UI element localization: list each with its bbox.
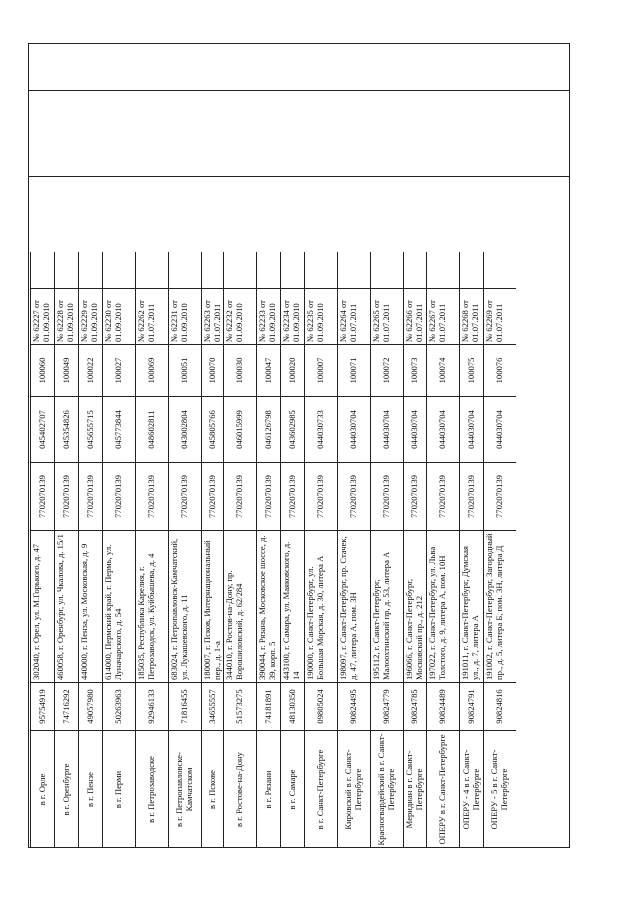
cell-inn: 7702070139 [404, 462, 426, 530]
table-row [256, 252, 280, 848]
cell-bik: 044030704 [371, 396, 403, 462]
table-row [102, 252, 135, 848]
cell-addr: 180007, г. Псков, Интернациональный пер., д. 1-а [202, 530, 223, 682]
table-row [426, 252, 459, 848]
cell-inn: 7702070139 [484, 462, 516, 530]
cell-inn: 7702070139 [103, 462, 135, 530]
cell-branch: Кировский в г. Санкт-Петербурге [338, 730, 370, 848]
cell-addr: 302040, г. Орел, ул. М.Горького, д. 47 [31, 530, 54, 682]
cell-code: 100051 [169, 344, 201, 396]
cell-addr: 185035, Республика Карелия, г. Петрозаводск, ул. Куйбышева, д. 4 [136, 530, 168, 682]
table-row [30, 252, 54, 848]
cell-branch: в г. Перми [103, 730, 135, 848]
cell-bik: 045655715 [79, 396, 102, 462]
cell-num: № 62265 от 01.07.2011 [371, 288, 403, 344]
cell-branch: в г. Пскове [202, 730, 223, 848]
cell-branch: в г. Пензе [79, 730, 102, 848]
cell-branch: Меридиан в г. Санкт-Петербурге [404, 730, 426, 848]
cell-okpo: 95754919 [31, 682, 54, 730]
cell-num: № 62267 от 01.07.2011 [427, 288, 459, 344]
cell-inn: 7702070139 [257, 462, 280, 530]
cell-okpo: 92946133 [136, 682, 168, 730]
table-row [78, 252, 102, 848]
cell-addr: 197022, г. Санкт-Петербург, ул. Льва Толстого, д. 9, литера А, пом. 10Н [427, 530, 459, 682]
divider [28, 90, 570, 91]
cell-code: 100075 [460, 344, 483, 396]
cell-bik: 044030704 [427, 396, 459, 462]
cell-okpo: 90824816 [484, 682, 516, 730]
cell-inn: 7702070139 [136, 462, 168, 530]
table-row [459, 252, 483, 848]
cell-okpo: 90824785 [404, 682, 426, 730]
divider [28, 176, 570, 177]
cell-code: 100007 [305, 344, 337, 396]
cell-branch: в г. Рязани [257, 730, 280, 848]
cell-addr: 191002, г. Санкт-Петербург, Загородный пр., д. 5, литера Б, пом. 3Н, литера Д [484, 530, 516, 682]
cell-addr: 683024, г. Петропавловск-Камчатский, ул. Лукашевского, д. 11 [169, 530, 201, 682]
table-row [370, 252, 403, 848]
table-row [304, 252, 337, 848]
cell-bik: 045805766 [202, 396, 223, 462]
cell-inn: 7702070139 [31, 462, 54, 530]
branches-table [30, 252, 570, 848]
cell-addr: 190000, г. Санкт-Петербург, ул. Большая Морская, д. 30, литера А [305, 530, 337, 682]
cell-inn: 7702070139 [305, 462, 337, 530]
cell-addr: 195112, г. Санкт-Петербург, Малоохтинский пр, д. 53, литера А [371, 530, 403, 682]
cell-num: № 62228 от 01.09.2010 [55, 288, 78, 344]
cell-num: № 62233 от 01.09.2010 [257, 288, 280, 344]
table-row [223, 252, 256, 848]
cell-num: № 62264 от 01.07.2011 [338, 288, 370, 344]
cell-inn: 7702070139 [55, 462, 78, 530]
cell-code: 100070 [202, 344, 223, 396]
cell-inn: 7702070139 [338, 462, 370, 530]
cell-okpo: 71816455 [169, 682, 201, 730]
cell-branch: ОПЕРУ - 4 в г. Санкт-Петербурге [460, 730, 483, 848]
cell-okpo: 90824779 [371, 682, 403, 730]
cell-num: № 62263 от 01.07.2011 [202, 288, 223, 344]
cell-num: № 62230 от 01.09.2010 [103, 288, 135, 344]
cell-bik: 048602811 [136, 396, 168, 462]
cell-inn: 7702070139 [427, 462, 459, 530]
cell-bik: 046126798 [257, 396, 280, 462]
cell-branch: в г. Санкт-Петербурге [305, 730, 337, 848]
cell-branch: в г. Орле [31, 730, 54, 848]
cell-inn: 7702070139 [281, 462, 304, 530]
cell-num: № 62269 от 01.07.2011 [484, 288, 516, 344]
cell-num: № 62266 от 01.07.2011 [404, 288, 426, 344]
cell-bik: 044030704 [404, 396, 426, 462]
cell-addr: 390044, г. Рязань, Московское шоссе, д. 39, корп. 5 [257, 530, 280, 682]
table-row [54, 252, 78, 848]
cell-code: 100071 [338, 344, 370, 396]
cell-okpo: 90824489 [427, 682, 459, 730]
cell-inn: 7702070139 [460, 462, 483, 530]
cell-code: 100020 [281, 344, 304, 396]
table-row [280, 252, 304, 848]
cell-code: 100073 [404, 344, 426, 396]
cell-branch: в г. Ростове-на-Дону [224, 730, 256, 848]
cell-bik: 044030704 [484, 396, 516, 462]
cell-code: 100030 [224, 344, 256, 396]
cell-num: № 62234 от 01.09.2010 [281, 288, 304, 344]
cell-addr: 198097, г. Санкт-Петербург, пр. Стачек, д. 47, литера А, пом. 3Н [338, 530, 370, 682]
cell-inn: 7702070139 [224, 462, 256, 530]
cell-inn: 7702070139 [169, 462, 201, 530]
cell-branch: ОПЕРУ - 5 в г. Санкт-Петербурге [484, 730, 516, 848]
cell-branch: Красногвардейский в г. Санкт-Петербурге [371, 730, 403, 848]
cell-inn: 7702070139 [202, 462, 223, 530]
cell-num: № 62232 от 01.09.2010 [224, 288, 256, 344]
rotated-table-container [30, 252, 570, 848]
cell-okpo: 74716292 [55, 682, 78, 730]
cell-bik: 044030704 [338, 396, 370, 462]
cell-inn: 7702070139 [371, 462, 403, 530]
cell-addr: 460058, г. Оренбург, ул. Чкалова, д. 15/1 [55, 530, 78, 682]
cell-addr: 614000, Пермский край, г. Пермь, ул. Луначарского, д. 54 [103, 530, 135, 682]
cell-num: № 62262 от 01.07.2011 [136, 288, 168, 344]
table-row [168, 252, 201, 848]
cell-okpo: 74181891 [257, 682, 280, 730]
cell-branch: в г. Самаре [281, 730, 304, 848]
cell-num: № 62231 от 01.09.2010 [169, 288, 201, 344]
cell-num: № 62227 от 01.09.2010 [31, 288, 54, 344]
cell-code: 100022 [79, 344, 102, 396]
cell-num: № 62235 от 01.09.2010 [305, 288, 337, 344]
cell-bik: 044030704 [460, 396, 483, 462]
cell-addr: 196066, г. Санкт-Петербург, Московский пр., д. 212 [404, 530, 426, 682]
cell-okpo: 50263963 [103, 682, 135, 730]
table-row [337, 252, 370, 848]
cell-code: 100060 [31, 344, 54, 396]
cell-code: 100074 [427, 344, 459, 396]
cell-code: 100072 [371, 344, 403, 396]
cell-okpo: 09805024 [305, 682, 337, 730]
cell-code: 100069 [136, 344, 168, 396]
cell-addr: 191011, г. Санкт-Петербург, Думская ул., д. 7, литера А [460, 530, 483, 682]
cell-num: № 62229 от 01.09.2010 [79, 288, 102, 344]
cell-okpo: 90824791 [460, 682, 483, 730]
table-row [201, 252, 223, 848]
cell-code: 100076 [484, 344, 516, 396]
cell-bik: 045402707 [31, 396, 54, 462]
cell-addr: 440000, г. Пенза, ул. Московская, д. 9 [79, 530, 102, 682]
cell-okpo: 48130350 [281, 682, 304, 730]
cell-code: 100049 [55, 344, 78, 396]
cell-inn: 7702070139 [79, 462, 102, 530]
cell-bik: 044030733 [305, 396, 337, 462]
cell-bik: 045354826 [55, 396, 78, 462]
cell-branch: ОПЕРУ в г. Санкт-Петербурге [427, 730, 459, 848]
cell-branch: в г. Петропавловске-Камчатском [169, 730, 201, 848]
table-row [135, 252, 168, 848]
cell-okpo: 90824495 [338, 682, 370, 730]
cell-branch: в г. Петрозаводске [136, 730, 168, 848]
cell-num: № 62268 от 01.07.2011 [460, 288, 483, 344]
cell-addr: 344010, г. Ростов-на-Дону, пр. Ворошиловский, д. 62/284 [224, 530, 256, 682]
table-row [403, 252, 426, 848]
cell-addr: 443100, г. Самара, ул. Маяковского, д. 14 [281, 530, 304, 682]
cell-okpo: 49057980 [79, 682, 102, 730]
cell-bik: 045773844 [103, 396, 135, 462]
cell-okpo: 34655557 [202, 682, 223, 730]
cell-okpo: 51573275 [224, 682, 256, 730]
cell-branch: в г. Оренбурге [55, 730, 78, 848]
cell-bik: 043002804 [169, 396, 201, 462]
cell-bik: 046015999 [224, 396, 256, 462]
cell-code: 100047 [257, 344, 280, 396]
table-row [483, 252, 516, 848]
cell-code: 100027 [103, 344, 135, 396]
cell-bik: 043602985 [281, 396, 304, 462]
